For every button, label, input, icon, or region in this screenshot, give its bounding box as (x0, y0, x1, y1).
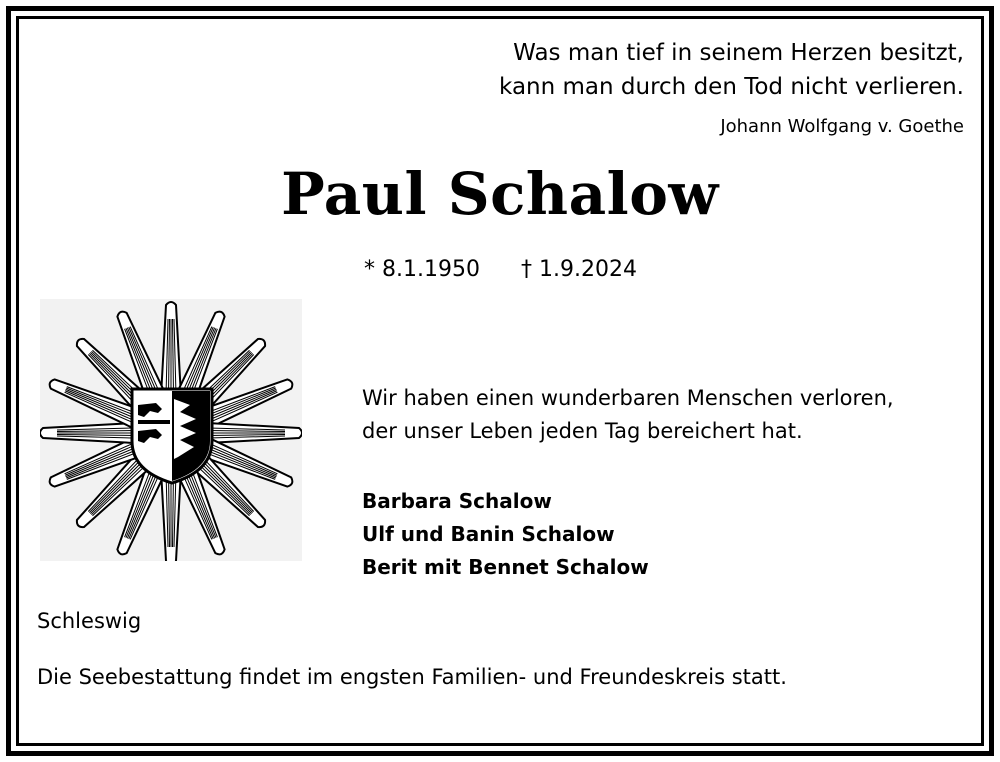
coat-of-arms-shield (132, 389, 212, 483)
death-date: † 1.9.2024 (521, 257, 637, 282)
quote-line-2: kann man durch den Tod nicht verlieren. (499, 74, 964, 100)
family-member: Barbara Schalow (362, 489, 552, 513)
quote-line-1: Was man tief in seinem Herzen besitzt, (513, 40, 964, 66)
place-name: Schleswig (37, 609, 142, 633)
police-star-emblem-graphic (40, 299, 302, 561)
message-line-1: Wir haben einen wunderbaren Menschen verloren, (362, 386, 894, 410)
message-line-2: der unser Leben jeden Tag bereichert hat. (362, 419, 803, 443)
family-list (362, 485, 649, 584)
family-member: Ulf und Banin Schalow (362, 522, 615, 546)
quote-author: Johann Wolfgang v. Goethe (720, 116, 964, 137)
goethe-quote (364, 36, 964, 104)
police-star-emblem-icon (40, 299, 302, 561)
family-member: Berit mit Bennet Schalow (362, 555, 649, 579)
deceased-name: Paul Schalow (281, 160, 719, 228)
birth-date: * 8.1.1950 (364, 257, 480, 282)
condolence-message (362, 382, 894, 448)
funeral-notice: Die Seebestattung findet im engsten Familien- und Freundeskreis statt. (37, 665, 787, 689)
